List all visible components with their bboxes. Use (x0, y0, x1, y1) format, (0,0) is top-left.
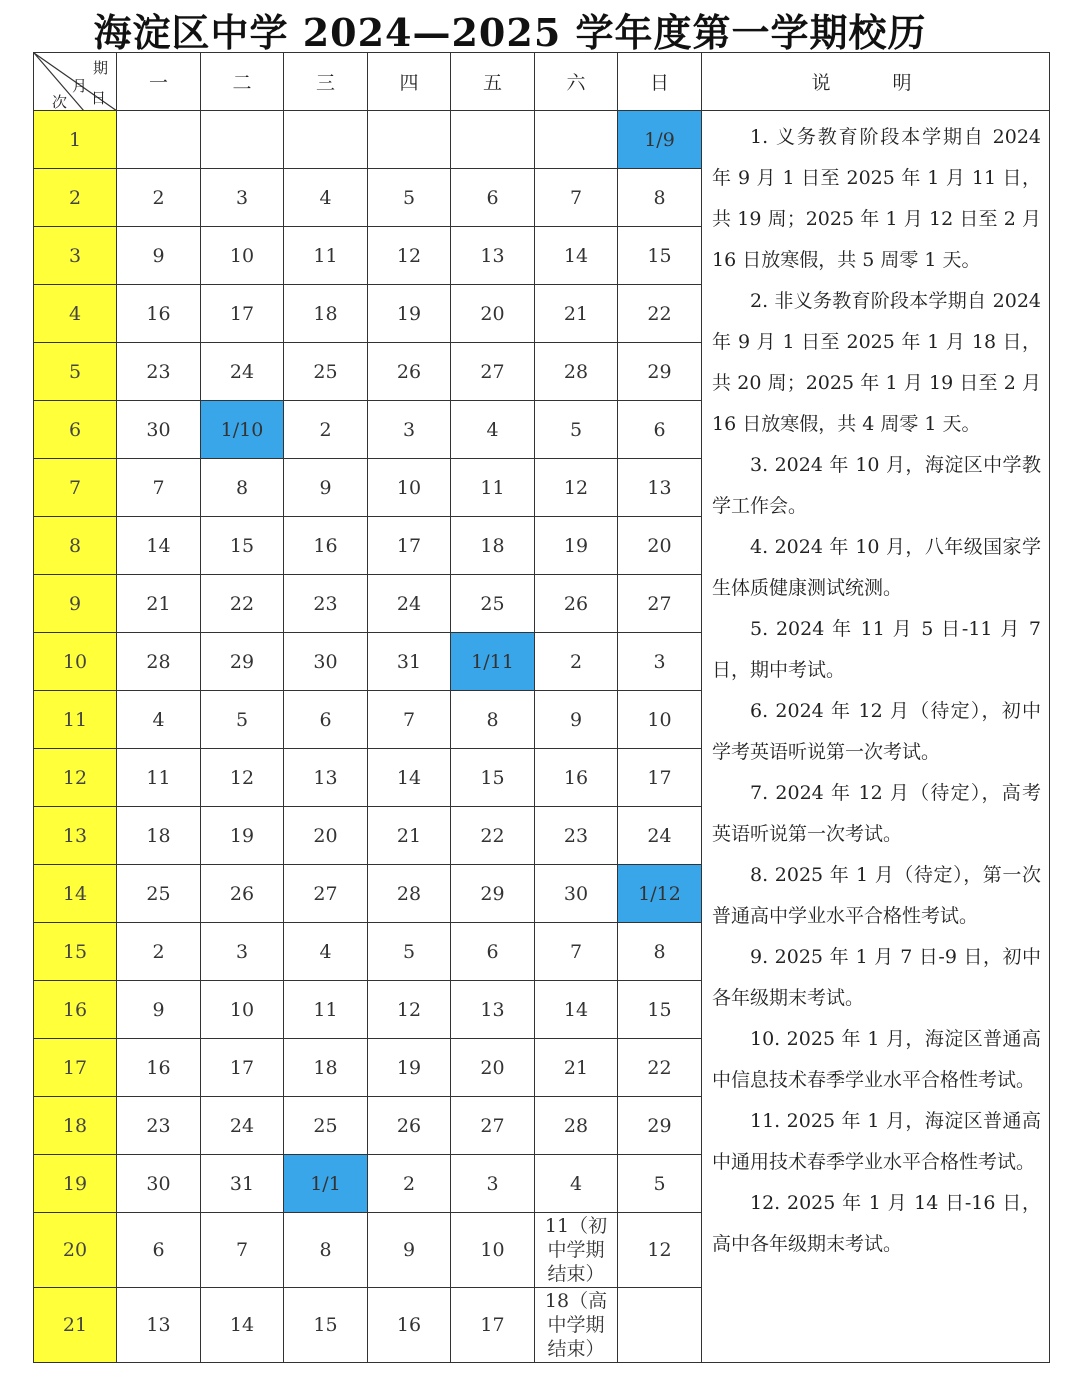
week-number-cell: 16 (34, 981, 117, 1039)
day-cell-sat: 4 (535, 1155, 618, 1213)
day-cell-sat: 21 (535, 1039, 618, 1097)
weekday-header-wed: 三 (284, 53, 368, 111)
day-cell-sat: 9 (535, 691, 618, 749)
day-cell-thu: 19 (368, 285, 451, 343)
week-number-cell: 4 (34, 285, 117, 343)
day-cell-mon: 11 (117, 749, 201, 807)
day-cell-thu: 7 (368, 691, 451, 749)
day-cell-tue: 7 (201, 1213, 284, 1288)
day-cell-thu: 17 (368, 517, 451, 575)
day-cell-sat: 7 (535, 923, 618, 981)
day-cell-mon: 9 (117, 227, 201, 285)
day-cell-mon: 2 (117, 923, 201, 981)
day-cell-thu: 16 (368, 1288, 451, 1363)
day-cell-mon: 18 (117, 807, 201, 865)
day-cell-mon: 23 (117, 1097, 201, 1155)
day-cell-mon: 6 (117, 1213, 201, 1288)
week-row (34, 111, 1050, 169)
note-item: 3. 2024 年 10 月，海淀区中学教学工作会。 (712, 454, 1041, 517)
day-cell-thu: 2 (368, 1155, 451, 1213)
day-cell-fri: 25 (451, 575, 535, 633)
day-cell-mon: 25 (117, 865, 201, 923)
day-cell-wed: 27 (284, 865, 368, 923)
day-cell-fri: 3 (451, 1155, 535, 1213)
day-cell-fri: 10 (451, 1213, 535, 1288)
week-number-cell: 6 (34, 401, 117, 459)
day-cell-sat: 28 (535, 1097, 618, 1155)
day-cell-fri: 17 (451, 1288, 535, 1363)
day-cell-thu: 21 (368, 807, 451, 865)
day-cell-wed: 23 (284, 575, 368, 633)
calendar-body (34, 111, 1050, 1363)
day-cell-wed: 8 (284, 1213, 368, 1288)
day-cell-tue: 19 (201, 807, 284, 865)
page-title: 海淀区中学 2024—2025 学年度第一学期校历 (93, 10, 927, 55)
school-calendar-table (33, 52, 1050, 1363)
day-cell-thu: 9 (368, 1213, 451, 1288)
day-cell-tue: 17 (201, 285, 284, 343)
day-cell-sat: 5 (535, 401, 618, 459)
note-item: 8. 2025 年 1 月（待定），第一次普通高中学业水平合格性考试。 (712, 864, 1041, 927)
day-cell-sat: 16 (535, 749, 618, 807)
day-cell-sun: 1/9 (618, 111, 702, 169)
week-number-cell: 14 (34, 865, 117, 923)
weekday-header-tue: 二 (201, 53, 284, 111)
week-number-cell: 12 (34, 749, 117, 807)
day-cell-thu: 26 (368, 1097, 451, 1155)
day-cell-sun: 22 (618, 285, 702, 343)
day-cell-mon: 16 (117, 1039, 201, 1097)
day-cell-sat: 14 (535, 981, 618, 1039)
day-cell-fri: 27 (451, 343, 535, 401)
day-cell-mon: 14 (117, 517, 201, 575)
day-cell-thu: 19 (368, 1039, 451, 1097)
day-cell-wed: 4 (284, 169, 368, 227)
day-cell-mon: 4 (117, 691, 201, 749)
day-cell-thu: 5 (368, 169, 451, 227)
day-cell-mon: 2 (117, 169, 201, 227)
note-item: 4. 2024 年 10 月，八年级国家学生体质健康测试统测。 (712, 536, 1041, 599)
day-cell-mon (117, 111, 201, 169)
corner-week-label: 次 (52, 93, 68, 111)
day-cell-thu: 5 (368, 923, 451, 981)
note-item: 7. 2024 年 12 月（待定），高考英语听说第一次考试。 (712, 782, 1041, 845)
day-cell-sat: 7 (535, 169, 618, 227)
day-cell-tue: 10 (201, 981, 284, 1039)
day-cell-wed: 16 (284, 517, 368, 575)
day-cell-wed: 11 (284, 981, 368, 1039)
day-cell-sun: 8 (618, 169, 702, 227)
day-cell-tue: 31 (201, 1155, 284, 1213)
day-cell-sun: 10 (618, 691, 702, 749)
day-cell-thu: 14 (368, 749, 451, 807)
day-cell-thu: 31 (368, 633, 451, 691)
day-cell-thu: 24 (368, 575, 451, 633)
day-cell-wed: 15 (284, 1288, 368, 1363)
note-item: 12. 2025 年 1 月 14 日-16 日，高中各年级期末考试。 (712, 1192, 1041, 1255)
day-cell-sun: 15 (618, 227, 702, 285)
day-cell-tue: 14 (201, 1288, 284, 1363)
day-cell-fri: 1/11 (451, 633, 535, 691)
note-item: 2. 非义务教育阶段本学期自 2024 年 9 月 1 日至 2025 年 1 月 18 日，共 20 周；2025 年 1 月 19 日至 2 月 16 日放寒假，共 4 周零 1 天。 (712, 290, 1041, 435)
week-number-cell: 2 (34, 169, 117, 227)
week-number-cell: 11 (34, 691, 117, 749)
day-cell-mon: 21 (117, 575, 201, 633)
day-cell-wed: 18 (284, 1039, 368, 1097)
day-cell-sat: 2 (535, 633, 618, 691)
day-cell-fri: 20 (451, 1039, 535, 1097)
day-cell-sun: 15 (618, 981, 702, 1039)
day-cell-sun: 6 (618, 401, 702, 459)
week-number-cell: 1 (34, 111, 117, 169)
day-cell-thu: 28 (368, 865, 451, 923)
day-cell-fri: 15 (451, 749, 535, 807)
day-cell-sat: 11（初中学期结束） (535, 1213, 618, 1288)
day-cell-thu: 12 (368, 981, 451, 1039)
weekday-header-fri: 五 (451, 53, 535, 111)
day-cell-thu: 26 (368, 343, 451, 401)
day-cell-wed: 18 (284, 285, 368, 343)
day-cell-mon: 16 (117, 285, 201, 343)
day-cell-wed: 20 (284, 807, 368, 865)
day-cell-sun: 27 (618, 575, 702, 633)
day-cell-mon: 30 (117, 401, 201, 459)
note-item: 1. 义务教育阶段本学期自 2024 年 9 月 1 日至 2025 年 1 月 11 日，共 19 周；2025 年 1 月 12 日至 2 月 16 日放寒假，共 5 周零 1 天。 (712, 126, 1041, 271)
day-cell-sat: 23 (535, 807, 618, 865)
day-cell-wed: 6 (284, 691, 368, 749)
day-cell-fri: 27 (451, 1097, 535, 1155)
notes-cell (702, 111, 1050, 1363)
week-number-cell: 19 (34, 1155, 117, 1213)
day-cell-fri: 6 (451, 923, 535, 981)
week-number-cell: 10 (34, 633, 117, 691)
week-number-cell: 9 (34, 575, 117, 633)
day-cell-wed: 2 (284, 401, 368, 459)
day-cell-fri: 22 (451, 807, 535, 865)
day-cell-fri: 18 (451, 517, 535, 575)
day-cell-wed: 25 (284, 343, 368, 401)
day-cell-fri: 13 (451, 227, 535, 285)
day-cell-tue: 26 (201, 865, 284, 923)
day-cell-sun: 29 (618, 1097, 702, 1155)
day-cell-tue: 3 (201, 169, 284, 227)
note-item: 10. 2025 年 1 月，海淀区普通高中信息技术春季学业水平合格性考试。 (712, 1028, 1041, 1091)
weekday-header-mon: 一 (117, 53, 201, 111)
day-cell-tue: 24 (201, 343, 284, 401)
day-cell-sun: 13 (618, 459, 702, 517)
day-cell-thu: 12 (368, 227, 451, 285)
day-cell-sun: 20 (618, 517, 702, 575)
week-number-cell: 13 (34, 807, 117, 865)
day-cell-sun: 3 (618, 633, 702, 691)
day-cell-fri: 11 (451, 459, 535, 517)
day-cell-tue: 12 (201, 749, 284, 807)
day-cell-sat (535, 111, 618, 169)
day-cell-fri: 20 (451, 285, 535, 343)
day-cell-fri: 29 (451, 865, 535, 923)
day-cell-sun: 29 (618, 343, 702, 401)
corner-header-cell (34, 53, 117, 111)
day-cell-fri: 13 (451, 981, 535, 1039)
day-cell-mon: 13 (117, 1288, 201, 1363)
week-number-cell: 17 (34, 1039, 117, 1097)
week-number-cell: 21 (34, 1288, 117, 1363)
week-number-cell: 20 (34, 1213, 117, 1288)
day-cell-sat: 30 (535, 865, 618, 923)
weekday-header-sun: 日 (618, 53, 702, 111)
day-cell-sun: 8 (618, 923, 702, 981)
note-item: 5. 2024 年 11 月 5 日-11 月 7 日，期中考试。 (712, 618, 1041, 681)
corner-period-label: 期 (92, 59, 108, 77)
day-cell-thu: 3 (368, 401, 451, 459)
day-cell-tue: 22 (201, 575, 284, 633)
day-cell-fri (451, 111, 535, 169)
day-cell-wed (284, 111, 368, 169)
day-cell-wed: 4 (284, 923, 368, 981)
day-cell-thu: 10 (368, 459, 451, 517)
weekday-header-sat: 六 (535, 53, 618, 111)
day-cell-tue: 17 (201, 1039, 284, 1097)
day-cell-sat: 21 (535, 285, 618, 343)
day-cell-mon: 9 (117, 981, 201, 1039)
week-number-cell: 8 (34, 517, 117, 575)
day-cell-fri: 4 (451, 401, 535, 459)
day-cell-tue: 3 (201, 923, 284, 981)
day-cell-tue: 24 (201, 1097, 284, 1155)
day-cell-tue (201, 111, 284, 169)
day-cell-sun (618, 1288, 702, 1363)
day-cell-sun: 22 (618, 1039, 702, 1097)
day-cell-sun: 12 (618, 1213, 702, 1288)
day-cell-mon: 7 (117, 459, 201, 517)
day-cell-tue: 15 (201, 517, 284, 575)
day-cell-wed: 1/1 (284, 1155, 368, 1213)
day-cell-sun: 5 (618, 1155, 702, 1213)
day-cell-wed: 13 (284, 749, 368, 807)
week-number-cell: 7 (34, 459, 117, 517)
note-item: 11. 2025 年 1 月，海淀区普通高中通用技术春季学业水平合格性考试。 (712, 1110, 1041, 1173)
day-cell-sat: 12 (535, 459, 618, 517)
day-cell-tue: 5 (201, 691, 284, 749)
week-number-cell: 3 (34, 227, 117, 285)
notes-header: 说 明 (702, 53, 1050, 111)
day-cell-sat: 14 (535, 227, 618, 285)
day-cell-sun: 1/12 (618, 865, 702, 923)
day-cell-wed: 11 (284, 227, 368, 285)
day-cell-sat: 26 (535, 575, 618, 633)
day-cell-sun: 17 (618, 749, 702, 807)
day-cell-fri: 6 (451, 169, 535, 227)
day-cell-mon: 30 (117, 1155, 201, 1213)
corner-day-label: 日 (90, 89, 106, 107)
day-cell-wed: 9 (284, 459, 368, 517)
day-cell-sun: 24 (618, 807, 702, 865)
day-cell-mon: 28 (117, 633, 201, 691)
day-cell-mon: 23 (117, 343, 201, 401)
week-number-cell: 5 (34, 343, 117, 401)
day-cell-tue: 29 (201, 633, 284, 691)
day-cell-wed: 30 (284, 633, 368, 691)
weekday-header-thu: 四 (368, 53, 451, 111)
day-cell-tue: 10 (201, 227, 284, 285)
week-number-cell: 15 (34, 923, 117, 981)
day-cell-sat: 18（高中学期结束） (535, 1288, 618, 1363)
header-row (34, 53, 1050, 111)
corner-month-label: 月 (72, 77, 88, 95)
day-cell-tue: 8 (201, 459, 284, 517)
day-cell-wed: 25 (284, 1097, 368, 1155)
note-item: 6. 2024 年 12 月（待定），初中学考英语听说第一次考试。 (712, 700, 1041, 763)
week-number-cell: 18 (34, 1097, 117, 1155)
day-cell-tue: 1/10 (201, 401, 284, 459)
day-cell-sat: 19 (535, 517, 618, 575)
day-cell-fri: 8 (451, 691, 535, 749)
day-cell-sat: 28 (535, 343, 618, 401)
day-cell-thu (368, 111, 451, 169)
note-item: 9. 2025 年 1 月 7 日-9 日，初中各年级期末考试。 (712, 946, 1041, 1009)
